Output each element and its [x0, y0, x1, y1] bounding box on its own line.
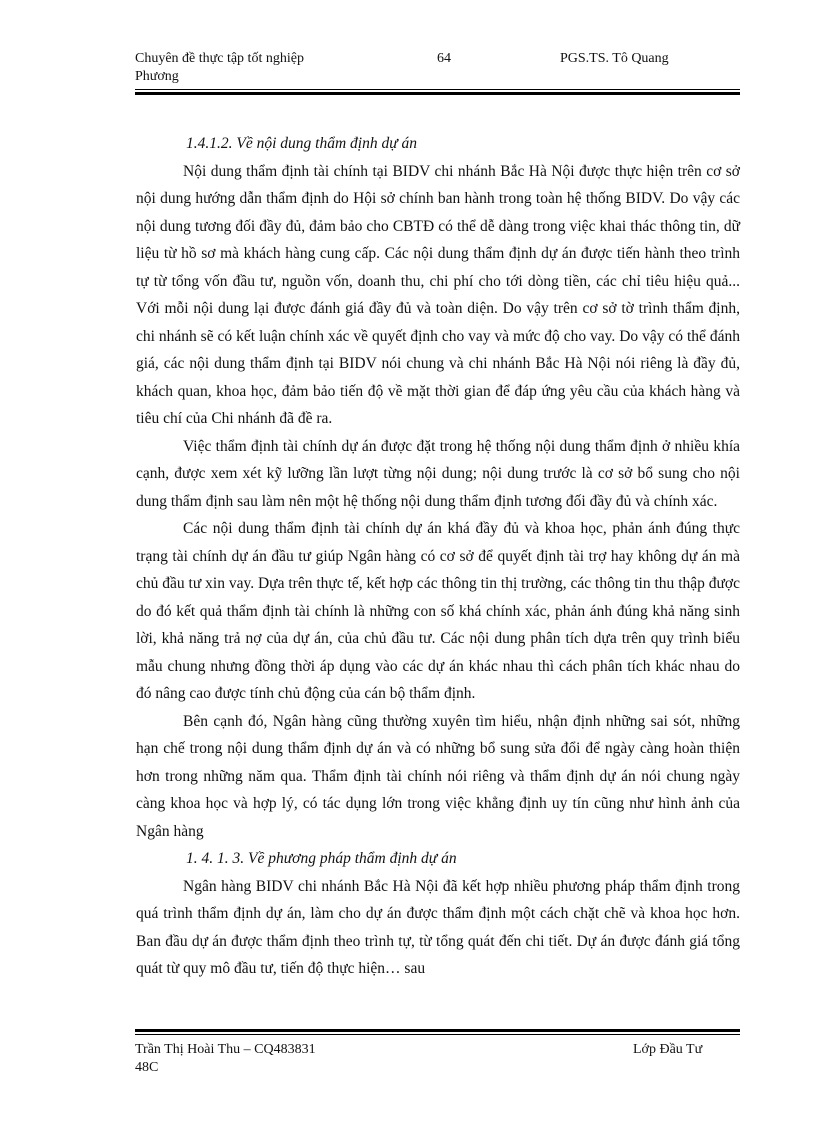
footer-rule-thick	[135, 1029, 740, 1032]
page-number: 64	[437, 51, 451, 66]
footer-rule-thin	[135, 1034, 740, 1035]
page-header	[135, 50, 740, 84]
document-body	[136, 130, 740, 983]
section-heading-1-4-1-2: 1.4.1.2. Về nội dung thẩm định dự án	[186, 135, 418, 152]
paragraph-4: Bên cạnh đó, Ngân hàng cũng thường xuyên tìm hiểu, nhận định những sai sót, những hạn chế trong nội dung thẩm định dự án và có những bổ sung sửa đổi để ngày càng hoàn thiện hơn trong những năm qua. Thẩm định tài chính nói riêng và thẩm định dự án nói chung ngày càng khoa học và hợp lý, có tác dụng lớn trong việc khẳng định uy tín cũng như hình ảnh của Ngân hàng	[136, 712, 740, 840]
header-supervisor: PGS.TS. Tô Quang	[560, 51, 669, 66]
footer-class: Lớp Đầu Tư	[633, 1042, 703, 1057]
paragraph-2: Việc thẩm định tài chính dự án được đặt trong hệ thống nội dung thẩm định ở nhiều khía cạnh, được xem xét kỹ lưỡng lần lượt từng nội dung; nội dung trước là cơ sở bổ sung cho nội dung thẩm định sau làm nên một hệ thống nội dung thẩm định tương đối đầy đủ và chính xác.	[136, 437, 740, 510]
header-rule-thin	[135, 89, 740, 90]
section-heading-1-4-1-3: 1. 4. 1. 3. Về phương pháp thẩm định dự án	[186, 850, 457, 867]
header-document-title: Chuyên đề thực tập tốt nghiệp	[135, 51, 304, 66]
paragraph-1: Nội dung thẩm định tài chính tại BIDV chi nhánh Bắc Hà Nội được thực hiện trên cơ sở nội dung hướng dẫn thẩm định do Hội sở chính ban hành trong toàn hệ thống BIDV. Do vậy các nội dung tương đối đầy đủ, đảm bảo cho CBTĐ có thể dễ dàng trong việc khai thác thông tin, dữ liệu từ hồ sơ mà khách hàng cung cấp. Các nội dung thẩm định dự án được tiến hành theo trình tự từ tổng vốn đầu tư, nguồn vốn, doanh thu, chi phí cho tới dòng tiền, các chỉ tiêu hiệu quả... Với mỗi nội dung lại được đánh giá đầy đủ và toàn diện. Do vậy trên cơ sở tờ trình thẩm định, chi nhánh sẽ có kết luận chính xác về quyết định cho vay và mức độ cho vay. Do vậy có thể đánh giá, các nội dung thẩm định tại BIDV nói chung và chi nhánh Bắc Hà Nội nói riêng là đầy đủ, khách quan, khoa học, đảm bảo tiến độ về mặt thời gian để đáp ứng yêu cầu của khách hàng và tiêu chí của Chi nhánh đã đề ra.	[136, 162, 740, 427]
paragraph-3: Các nội dung thẩm định tài chính dự án khá đầy đủ và khoa học, phản ánh đúng thực trạng tài chính dự án đầu tư giúp Ngân hàng có cơ sở để quyết định tài trợ hay không dự án mà chủ đầu tư xin vay. Dựa trên thực tế, kết hợp các thông tin thị trường, các thông tin thu thập được do đó kết quả thẩm định tài chính là những con số khá chính xác, phản ánh đúng khả năng sinh lời, khả năng trả nợ của dự án, của chủ đầu tư. Các nội dung phân tích dựa trên quy trình biểu mẫu chung nhưng đồng thời áp dụng vào các dự án khác nhau thì cách phân tích khác nhau do đó nâng cao được tính chủ động của cán bộ thẩm định.	[136, 520, 740, 702]
footer-author: Trần Thị Hoài Thu – CQ483831	[135, 1042, 316, 1057]
paragraph-5: Ngân hàng BIDV chi nhánh Bắc Hà Nội đã kết hợp nhiều phương pháp thẩm định trong quá trình thẩm định dự án, làm cho dự án được thẩm định một cách chặt chẽ và khoa học hơn. Ban đầu dự án được thẩm định theo trình tự, từ tổng quát đến chi tiết. Dự án được đánh giá tổng quát từ quy mô đầu tư, tiến độ thực hiện… sau	[136, 877, 740, 977]
footer-author-wrap: 48C	[135, 1060, 159, 1075]
header-rule-thick	[135, 92, 740, 95]
header-supervisor-wrap: Phương	[135, 69, 179, 84]
